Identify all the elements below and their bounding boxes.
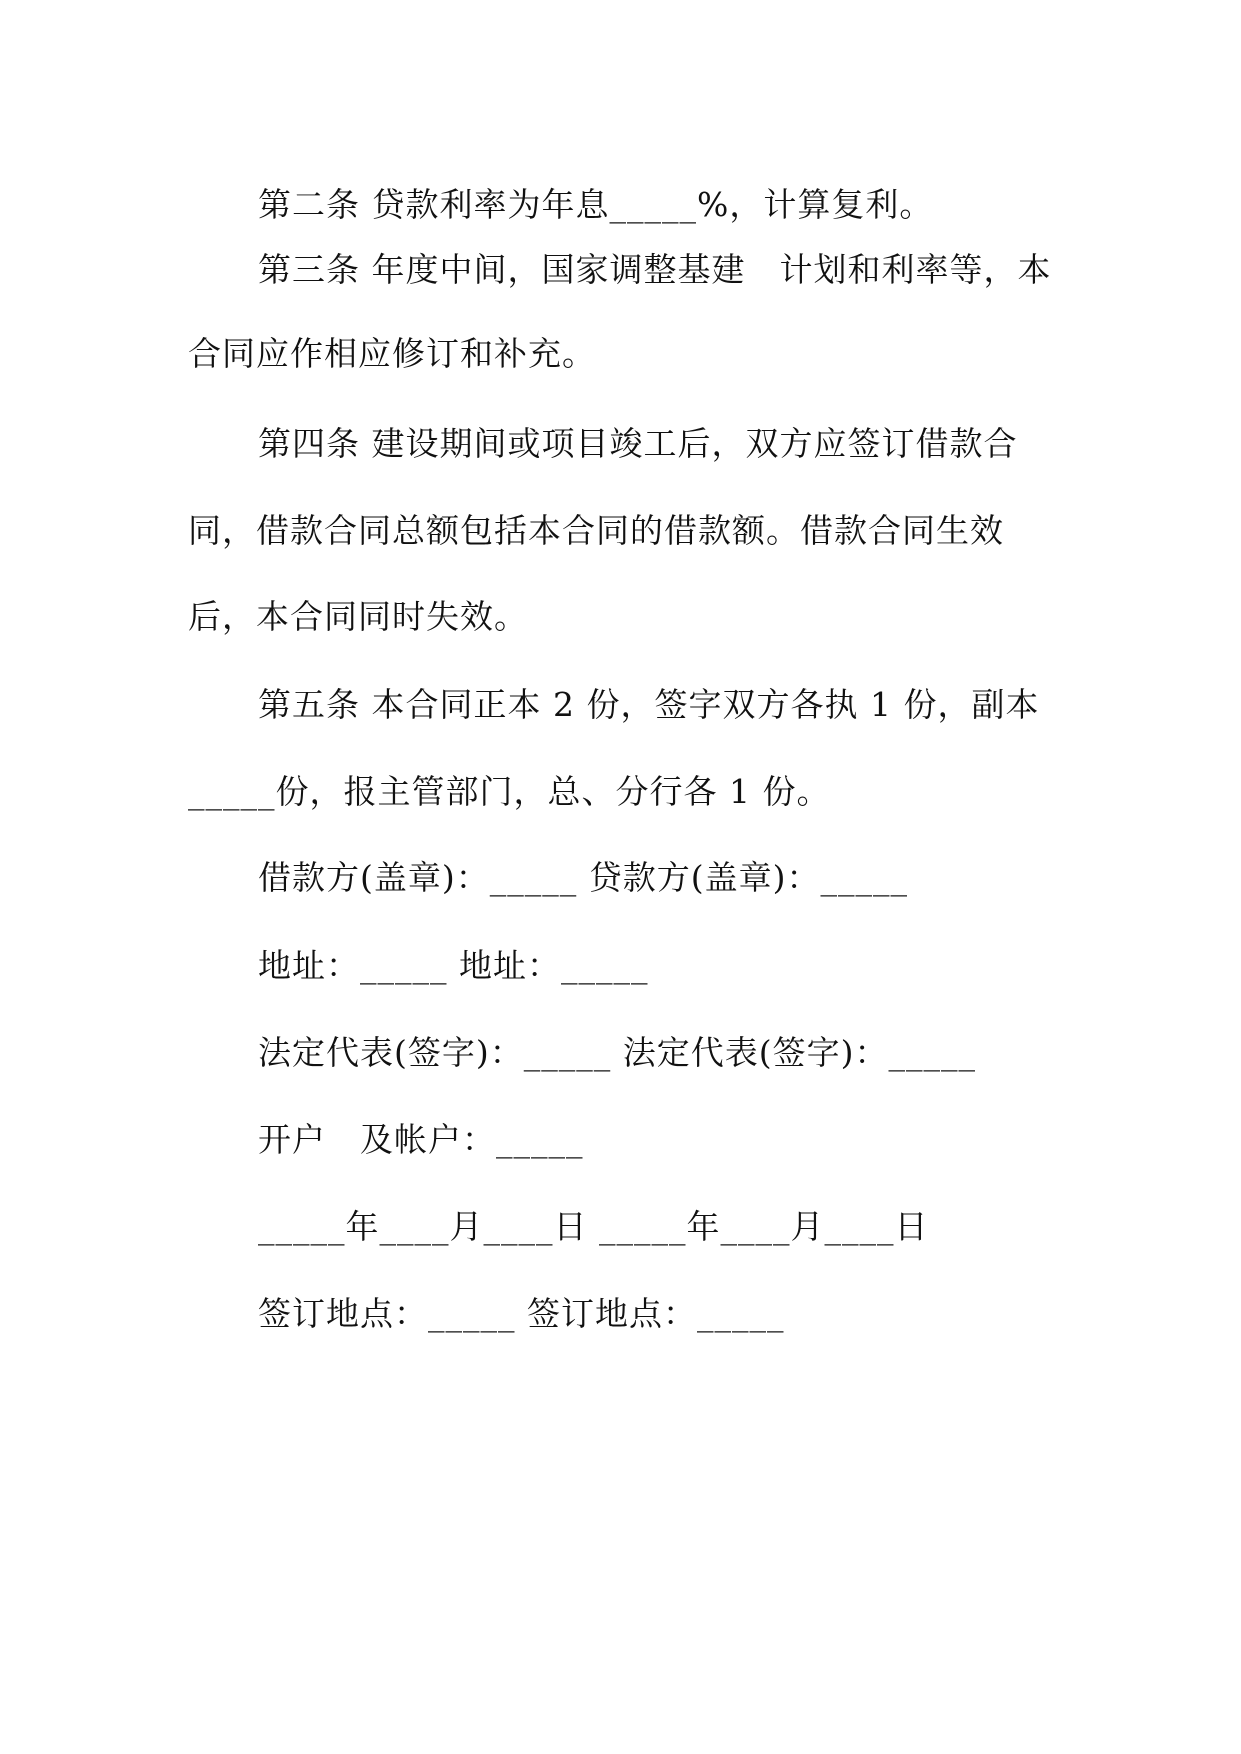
article-4-loan-contract-line-3: 后，本合同同时失效。 xyxy=(188,597,528,636)
article-3-adjustment-line-1: 第三条 年度中间，国家调整基建 计划和利率等，本 xyxy=(258,250,1052,289)
bank-account-row: 开户 及帐户：_____ xyxy=(258,1120,584,1159)
signing-date-row: _____年____月____日 _____年____月____日 xyxy=(258,1207,929,1246)
signing-place-row: 签订地点：_____ 签订地点：_____ xyxy=(258,1294,785,1333)
legal-representative-row: 法定代表(签字)：_____ 法定代表(签字)：_____ xyxy=(258,1033,976,1072)
article-5-copies-line-1: 第五条 本合同正本 2 份，签字双方各执 1 份，副本 xyxy=(258,685,1040,724)
article-4-loan-contract-line-1: 第四条 建设期间或项目竣工后，双方应签订借款合 xyxy=(258,424,1018,463)
address-row: 地址：_____ 地址：_____ xyxy=(258,946,649,985)
article-5-copies-line-2: _____份，报主管部门，总、分行各 1 份。 xyxy=(188,772,831,811)
borrower-lender-seal-row: 借款方(盖章)：_____ 贷款方(盖章)：_____ xyxy=(258,858,908,897)
article-4-loan-contract-line-2: 同，借款合同总额包括本合同的借款额。借款合同生效 xyxy=(188,511,1004,550)
article-2-interest-rate: 第二条 贷款利率为年息_____%，计算复利。 xyxy=(258,185,934,224)
article-3-adjustment-line-2: 合同应作相应修订和补充。 xyxy=(188,334,596,373)
